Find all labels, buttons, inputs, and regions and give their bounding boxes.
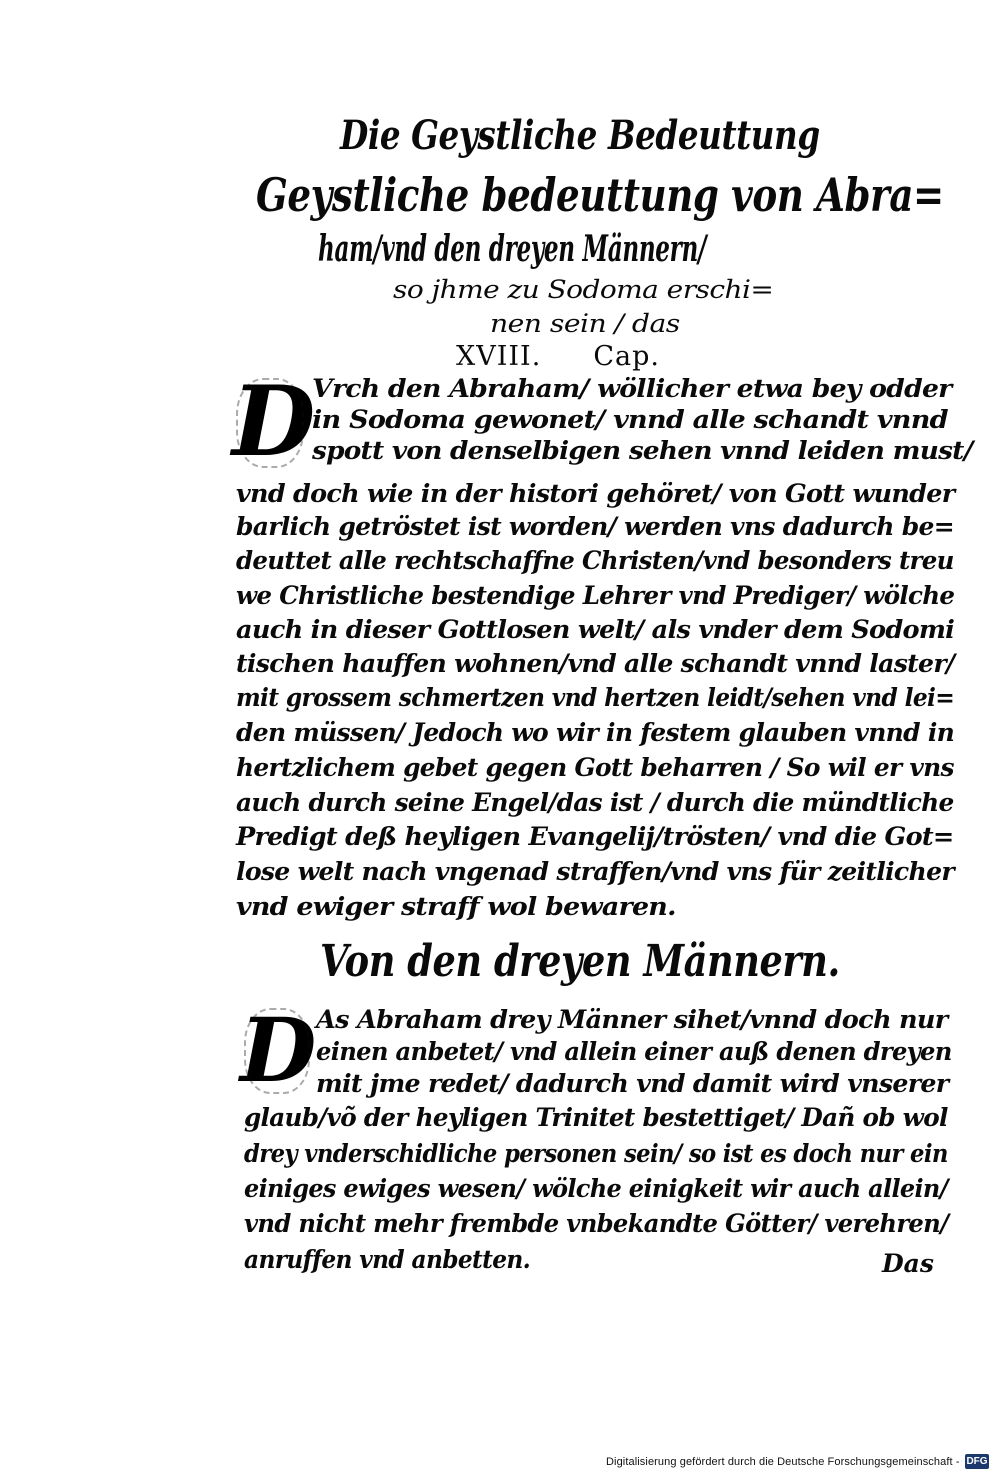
dfg-logo: DFG xyxy=(966,1456,988,1467)
running-head: Die Geystliche Bedeuttung xyxy=(340,112,820,159)
initial-letter: D xyxy=(240,998,317,1102)
text-line: spott von denselbigen sehen vnnd leiden must/ xyxy=(312,436,973,465)
text-line: anruffen vnd anbetten. xyxy=(244,1245,531,1274)
text-line: Vrch den Abraham/ wöllicher etwa bey odder xyxy=(312,374,952,403)
initial-ornament xyxy=(244,1008,310,1094)
text-line: einen anbetet/ vnd allein einer auß denen dreyen xyxy=(316,1037,952,1066)
chapter-title-line-2: ham/vnd den dreyen Männern/ xyxy=(318,228,707,270)
section-2-heading: Von den dreyen Männern. xyxy=(320,936,840,987)
decorated-initial-2 xyxy=(240,998,317,1102)
chapter-title-line-1: Geystliche bedeuttung von Abra= xyxy=(256,168,944,222)
text-line: As Abraham drey Männer sihet/vnnd doch nur xyxy=(316,1005,948,1034)
text-line: drey vnderschidliche personen sein/ so ist es doch nur ein xyxy=(244,1139,948,1168)
digitization-credit: Digitalisierung gefördert durch die Deutsche Forschungsgemeinschaft - xyxy=(606,1456,960,1468)
text-line: Predigt deß heyligen Evangelij/trösten/ vnd die Got= xyxy=(236,822,954,851)
text-line: tischen hauffen wohnen/vnd alle schandt vnnd laster/ xyxy=(236,649,955,678)
decorated-initial-1 xyxy=(232,365,316,478)
text-line: auch in dieser Gottlosen welt/ als vnder dem Sodomi xyxy=(236,615,955,644)
text-line: lose welt nach vngenad straffen/vnd vns für zeitlicher xyxy=(236,857,954,886)
chapter-label: Cap. xyxy=(593,341,660,372)
initial-ornament xyxy=(236,378,304,468)
text-line: auch durch seine Engel/das ist / durch die mündtliche xyxy=(236,788,954,817)
chapter-number xyxy=(456,341,660,372)
text-line: vnd nicht mehr frembde vnbekandte Götter/ verehren/ xyxy=(244,1209,949,1238)
chapter-title-line-3: so jhme zu Sodoma erschi= xyxy=(393,275,774,304)
text-line: barlich getröstet ist worden/ werden vns dadurch be= xyxy=(236,512,954,541)
chapter-title-line-4: nen sein / das xyxy=(490,309,680,338)
text-line: einiges ewiges wesen/ wölche einigkeit wir auch allein/ xyxy=(244,1174,948,1203)
chapter-roman-numeral: XVIII. xyxy=(456,341,542,372)
text-line: mit jme redet/ dadurch vnd damit wird vnserer xyxy=(316,1069,949,1098)
catchword: Das xyxy=(882,1249,934,1278)
text-line: glaub/võ der heyligen Trinitet bestettiget/ Dañ ob wol xyxy=(244,1103,948,1132)
text-line: mit grossem schmertzen vnd hertzen leidt/sehen vnd lei= xyxy=(236,683,955,712)
text-line: in Sodoma gewonet/ vnnd alle schandt vnnd xyxy=(312,405,948,434)
text-line: we Christliche bestendige Lehrer vnd Prediger/ wölche xyxy=(236,581,955,610)
text-line: deuttet alle rechtschaffne Christen/vnd besonders treu xyxy=(236,546,954,575)
text-line: vnd ewiger straff wol bewaren. xyxy=(236,892,676,921)
text-line: hertzlichem gebet gegen Gott beharren / So wil er vns xyxy=(236,753,954,782)
initial-letter: D xyxy=(232,365,316,478)
text-line: den müssen/ Jedoch wo wir in festem glauben vnnd in xyxy=(236,718,955,747)
text-line: vnd doch wie in der histori gehöret/ von Gott wunder xyxy=(236,479,955,508)
